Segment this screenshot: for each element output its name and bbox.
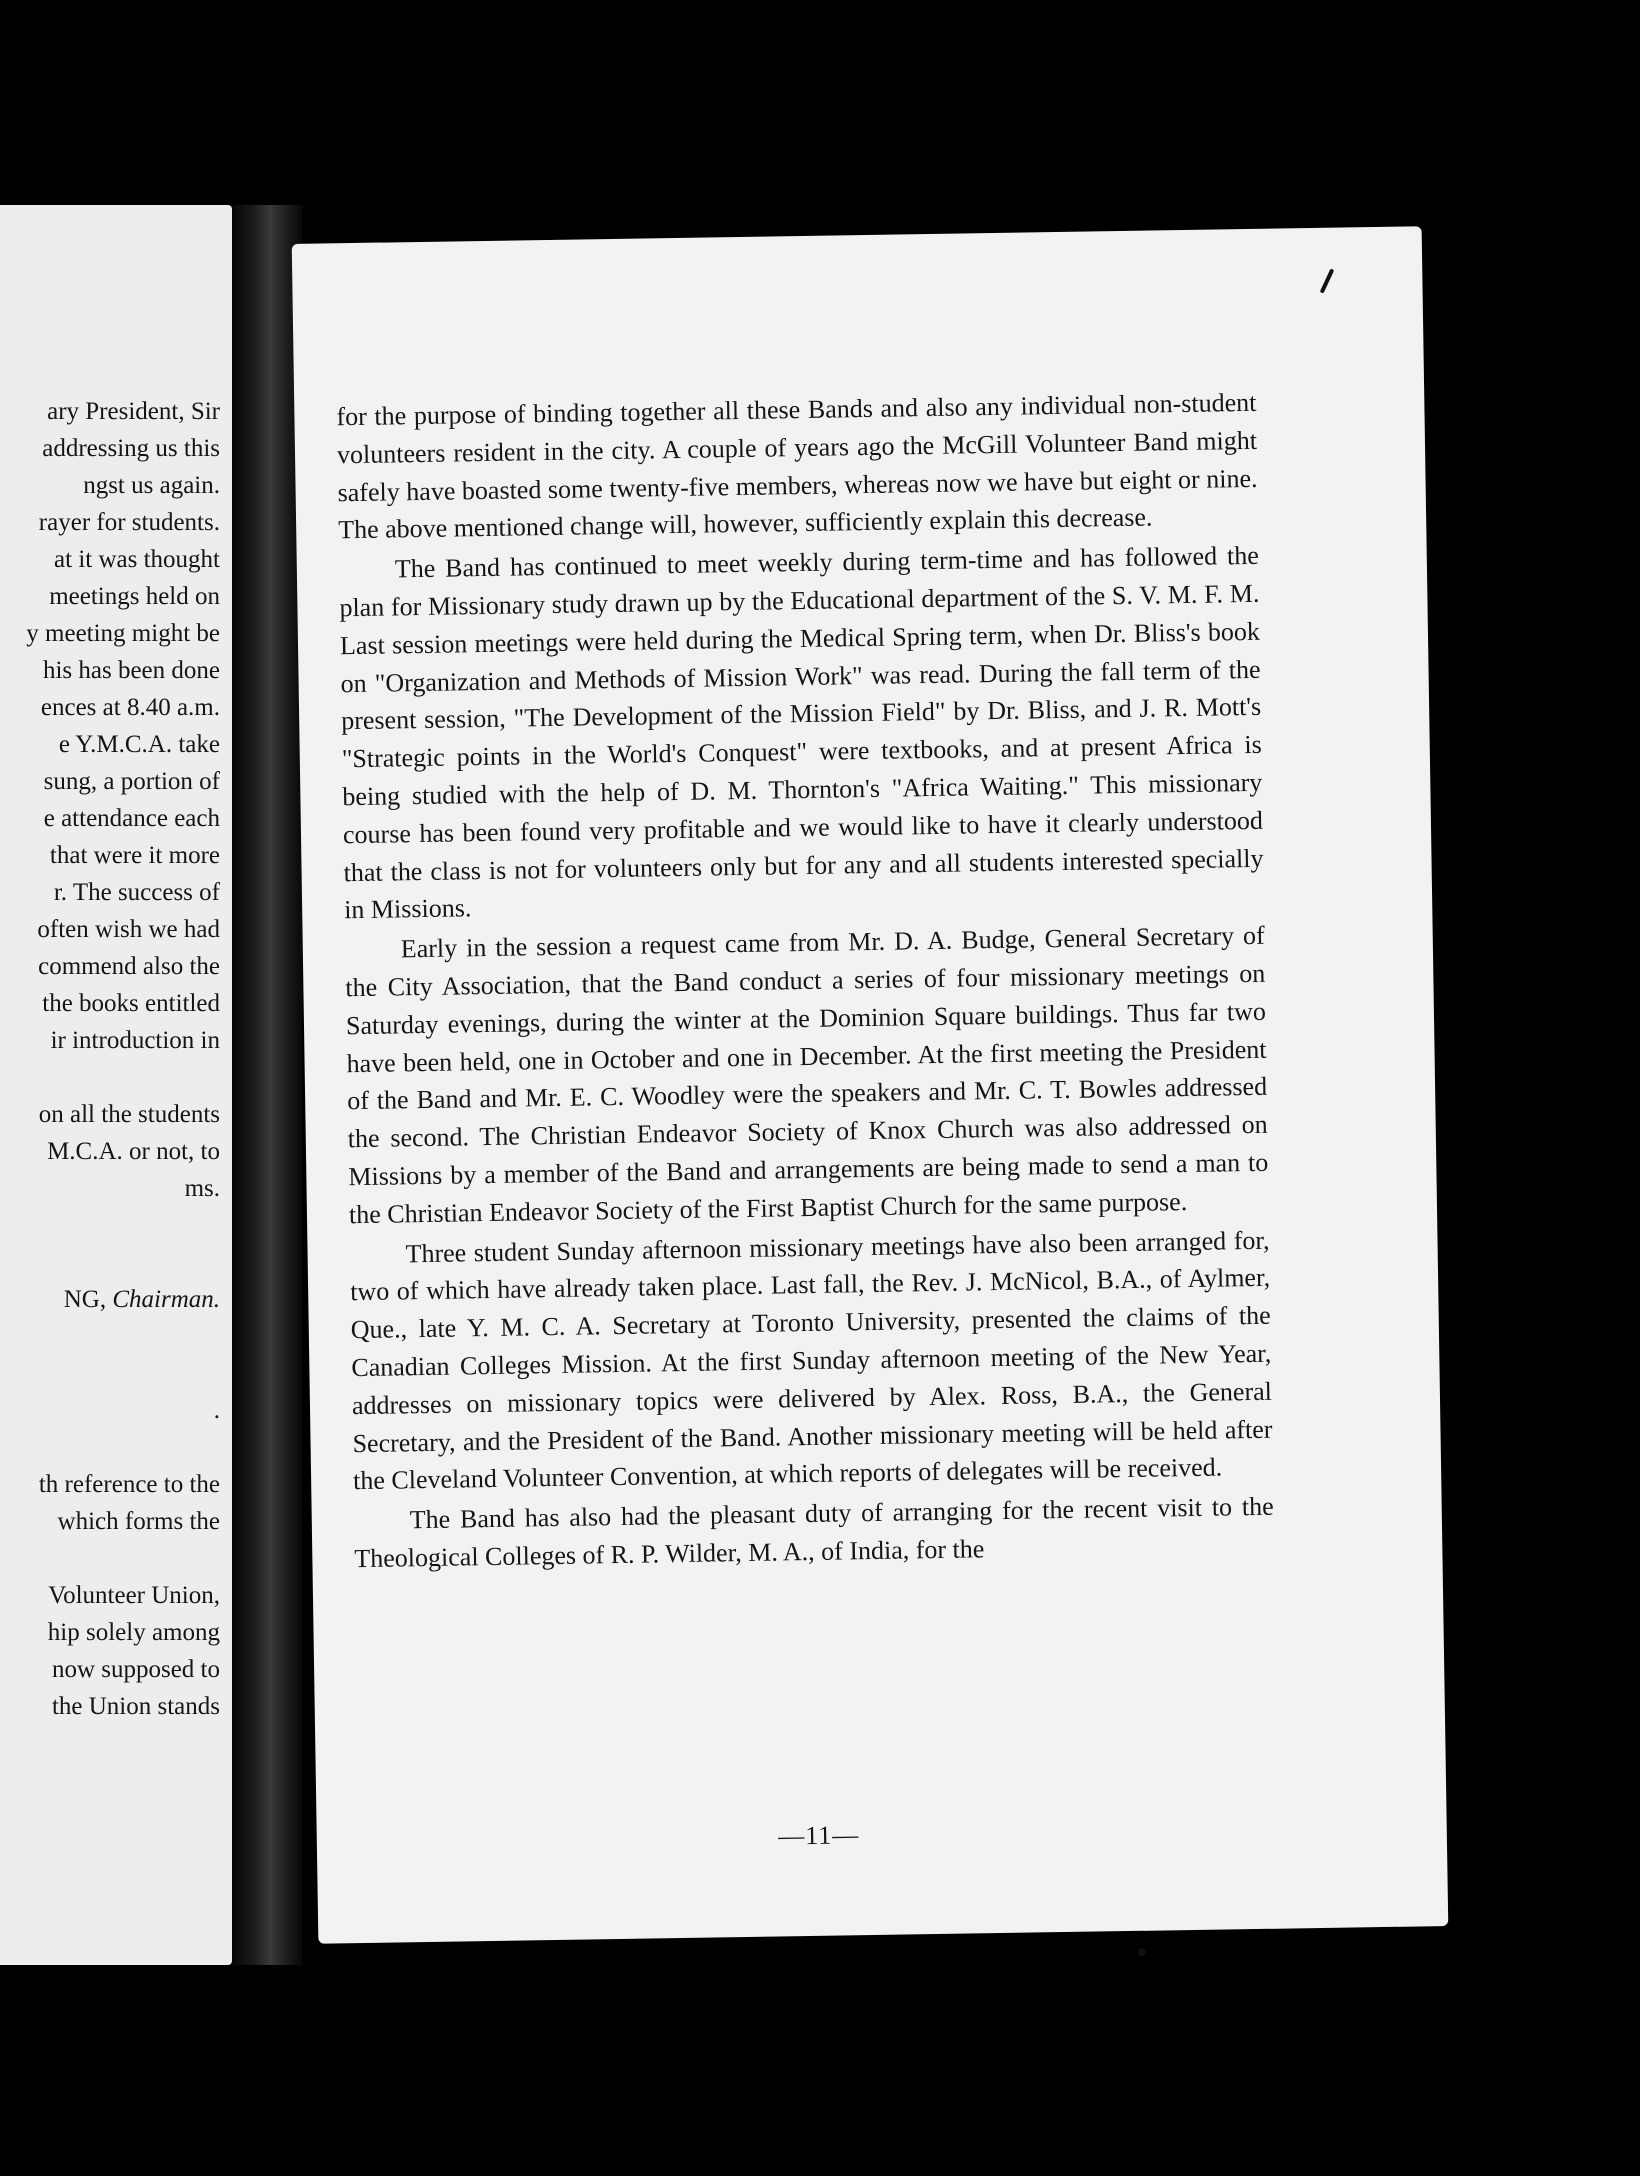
facing-page-line: ences at 8.40 a.m.	[40, 694, 220, 721]
facing-page-line: his has been done	[42, 657, 220, 684]
paragraph-2: The Band has continued to meet weekly during term-time and has followed the plan for Missionary study drawn up by the Educational department of the S. V. M. F. M. Last session meetings were held during the Medical Spring term, when Dr. Bliss's book on "Organization and Methods of Mission Work" was read. During the fall term of the present session, "The Development of the Mission Field" by Dr. Bliss, and J. R. Mott's "Strategic points in the World's Conquest" were textbooks, and at present Africa is being studied with the help of D. M. Thornton's "Africa Waiting." This missionary course has been found very profitable and we would like to have it clearly understood that the class is not for volunteers only but for any and all students interested specially in Missions.	[339, 541, 1264, 925]
book-gutter	[232, 205, 302, 1965]
facing-page-line: .	[213, 1397, 220, 1424]
facing-page-line: Volunteer Union,	[48, 1582, 220, 1609]
facing-page-line: th reference to the	[38, 1471, 220, 1498]
facing-page-line	[0, 1059, 220, 1096]
facing-page-line: ir introduction in	[50, 1027, 220, 1054]
facing-page-line	[0, 1429, 220, 1466]
facing-page-line	[0, 1207, 220, 1244]
facing-page-line: now supposed to	[51, 1656, 220, 1683]
facing-page-line: NG, Chairman.	[63, 1286, 220, 1313]
facing-page-line: M.C.A. or not, to	[47, 1138, 220, 1165]
facing-page-line: often wish we had	[37, 916, 220, 943]
facing-page-text	[0, 393, 220, 1725]
facing-page-line: on all the students	[38, 1101, 220, 1128]
facing-page-line: r. The success of	[53, 879, 220, 906]
page-number: —11—	[778, 1820, 860, 1851]
paragraph-1: for the purpose of binding together all these Bands and also any individual non-student volunteers resident in the city. A couple of years ago the McGill Volunteer Band might safely have boasted some twenty-five members, whereas now we have but eight or nine. The above mentioned change will, however, sufficiently explain this decrease.	[336, 387, 1258, 545]
facing-page-line	[0, 1318, 220, 1355]
facing-page-line: hip solely among	[47, 1619, 220, 1646]
facing-page-line: rayer for students.	[38, 509, 220, 536]
facing-page-line	[0, 1244, 220, 1281]
facing-page-line: addressing us this	[42, 435, 220, 462]
facing-page-left	[0, 205, 232, 1965]
chairman-italic: Chairman.	[112, 1286, 220, 1313]
facing-page-line: the books entitled	[42, 990, 220, 1017]
facing-page-line: y meeting might be	[26, 620, 220, 647]
facing-page-line: sung, a portion of	[43, 768, 220, 795]
paragraph-3: Early in the session a request came from Mr. D. A. Budge, General Secretary of the City Association, that the Band conduct a series of four missionary meetings on Saturday evenings, during the winter at the Dominion Square buildings. Thus far two have been held, one in October and one in December. At the first meeting the President of the Band and Mr. E. C. Woodley were the speakers and Mr. C. T. Bowles addressed the second. The Christian Endeavor Society of Knox Church was also addressed on Missions by a member of the Band and arrangements are being made to send a man to the Christian Endeavor Society of the First Baptist Church for the same purpose.	[345, 920, 1269, 1229]
facing-page-line: the Union stands	[51, 1693, 220, 1720]
facing-page-line: that were it more	[49, 842, 220, 869]
facing-page-line: ary President, Sir	[47, 398, 220, 425]
facing-page-line: at it was thought	[54, 546, 220, 573]
facing-page-line: which forms the	[57, 1508, 220, 1535]
facing-page-line: e Y.M.C.A. take	[58, 731, 220, 758]
ink-mark	[1138, 1948, 1146, 1956]
facing-page-line: meetings held on	[49, 583, 220, 610]
facing-page-line: ms.	[184, 1175, 220, 1202]
facing-page-line	[0, 1355, 220, 1392]
paragraph-4: Three student Sunday afternoon missionary meetings have also been arranged for, two of which have already taken place. Last fall, the Rev. J. McNicol, B.A., of Aylmer, Que., late Y. M. C. A. Secretary at Toronto University, presented the claims of the Canadian Colleges Mission. At the first Sunday afternoon meeting of the New Year, addresses on missionary topics were delivered by Alex. Ross, B.A., the General Secretary, and the President of the Band. Another missionary meeting will be held after the Cleveland Volunteer Convention, at which reports of delegates will be received.	[349, 1225, 1273, 1496]
facing-page-line: commend also the	[38, 953, 220, 980]
facing-page-line: e attendance each	[43, 805, 220, 832]
facing-page-line: ngst us again.	[83, 472, 220, 499]
page-body	[336, 384, 1274, 1578]
document-page	[292, 226, 1449, 1944]
facing-page-line	[0, 1540, 220, 1577]
paragraph-5: The Band has also had the pleasant duty of arranging for the recent visit to the Theological Colleges of R. P. Wilder, M. A., of India, for the	[354, 1491, 1274, 1574]
